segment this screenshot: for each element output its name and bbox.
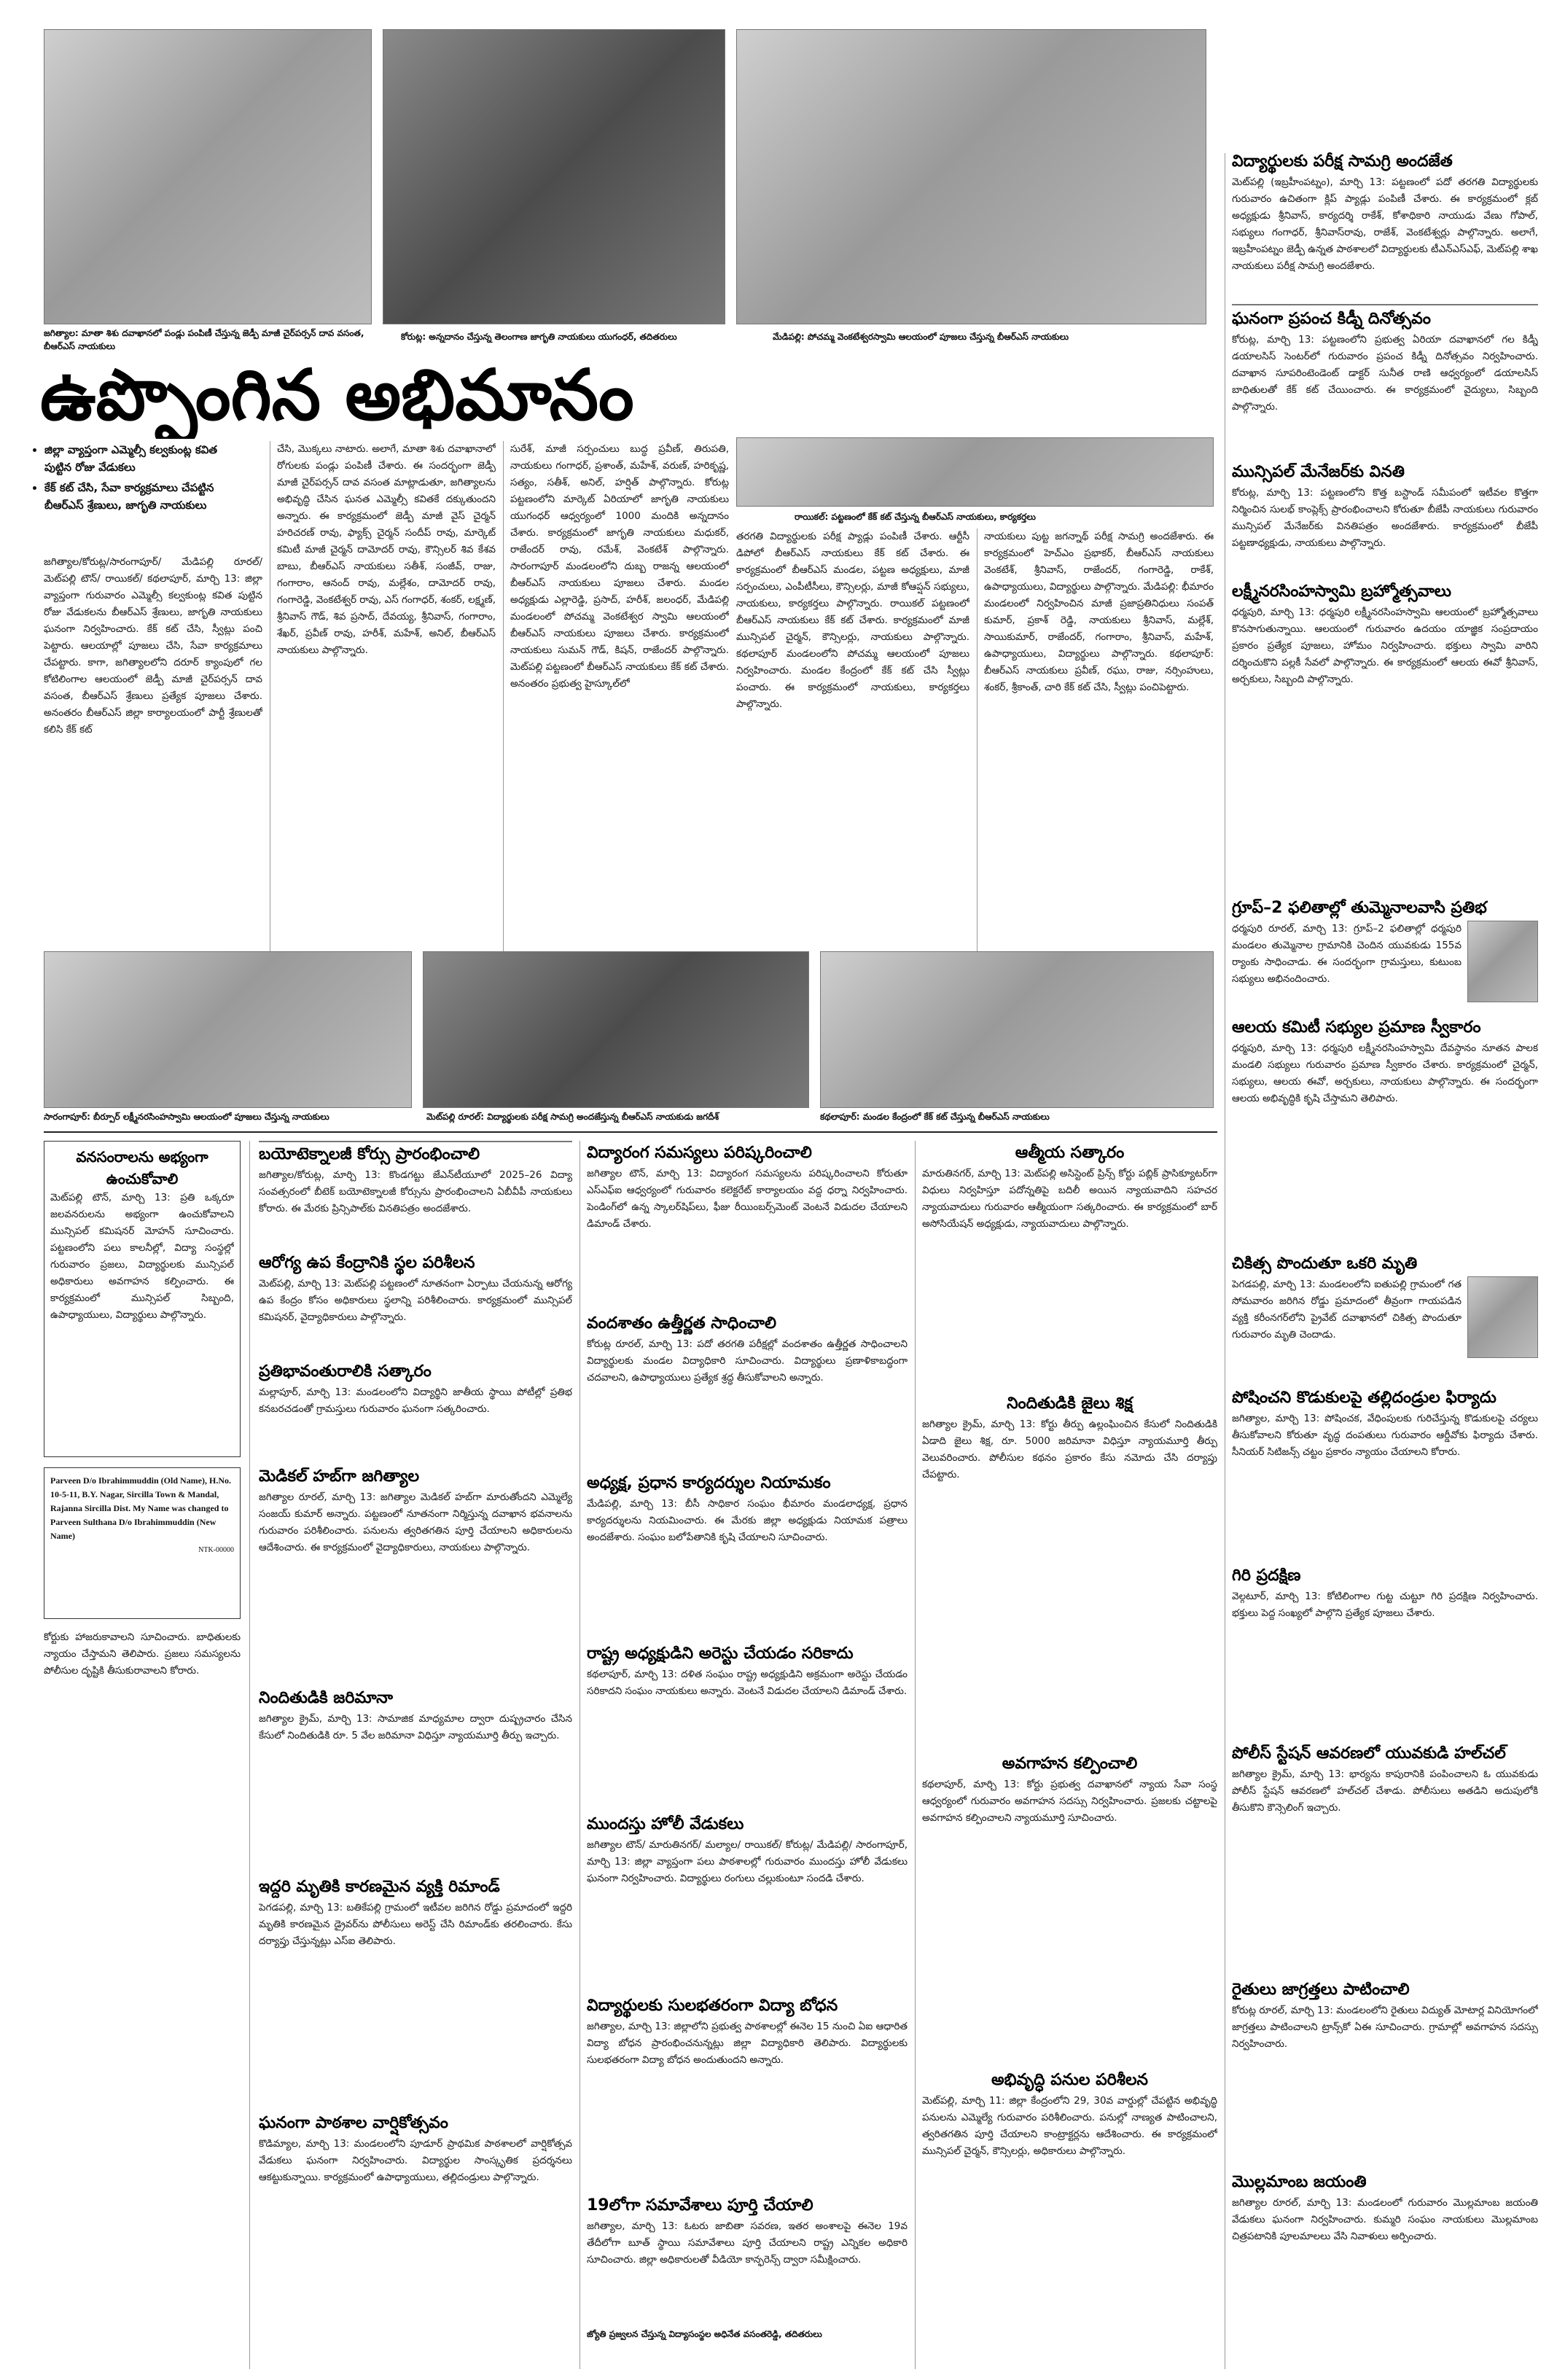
story-headline: పోషించని కొడుకులపై తల్లిదండ్రుల ఫిర్యాదు (1232, 1389, 1496, 1407)
caption-photo-middle: కోరుట్ల: అన్నదానం చేస్తున్న తెలంగాణ జాగృతి నాయకులు యుగంధర్, తదితరులు (401, 332, 677, 342)
story-headline: పోలీస్ స్టేషన్ ఆవరణలో యువకుడి హల్‌చల్ (1232, 1744, 1506, 1763)
story (259, 1686, 572, 1875)
photo-annadanam (383, 29, 725, 324)
footer-caption: జ్యోతి ప్రజ్వలన చేస్తున్న విద్యాసంస్థల అధినేత వసంతరెడ్డి, తదితరులు (587, 2329, 822, 2339)
story-body: మారుతినగర్, మార్చి 13: మెట్‌పల్లి అసిస్టెంట్ ప్రిన్స్ కోర్టు పబ్లిక్ ప్రాసిక్యూటర్‌గా విధులు నిర్వహిస్తూ పదోన్నతిపై బదిలీ అయిన న్యాయవాదిని సహచర న్యాయవాదులు గురువారం ఆత్మీయంగా సత్కరించారు. ఈ కార్యక్రమంలో బార్ అసోసియేషన్ అధ్యక్షుడు, న్యాయవాదులు పాల్గొన్నారు. (922, 1168, 1217, 1230)
story-body: మెట్‌పల్లి, మార్చి 13: మెట్‌పల్లి పట్టణంలో నూతనంగా ఏర్పాటు చేయనున్న ఆరోగ్య ఉప కేంద్రం కోసం అధికారులు స్థలాన్ని పరిశీలించారు. కార్యక్రమంలో మున్సిపల్ కమిషనర్, వైద్యాధికారులు పాల్గొన్నారు. (259, 1278, 572, 1323)
story-headline: వందశాతం ఉత్తీర్ణత సాధించాలి (587, 1314, 777, 1333)
right-story-9 (1232, 1564, 1538, 1741)
story-headline: వనసంరాలను అభ్యంగా ఉంచుకోవాలి (76, 1148, 208, 1187)
story-headline: బయోటెక్నాలజీ కోర్సు ప్రారంభించాలి (259, 1145, 480, 1163)
portrait-photo (1467, 921, 1538, 1002)
story-body: మల్లాపూర్, మార్చి 13: మండలంలోని విద్యార్థిని జాతీయ స్థాయి పోటీల్లో ప్రతిభ కనబరచడంతో గ్రామస్తులు గురువారం ఘనంగా సత్కరించారు. (259, 1386, 572, 1415)
story (587, 1311, 908, 1471)
story-headline: రైతులు జాగ్రత్తలు పాటించాలి (1232, 1981, 1410, 1999)
story-body: పెగడపల్లి, మార్చి 13: బతికేపల్లి గ్రామంలో ఇటీవల జరిగిన రోడ్డు ప్రమాదంలో ఇద్దరి మృతికి కారణమైన డ్రైవర్‌ను పోలీసులు అరెస్ట్ చేసి రిమాండ్‌కు తరలించారు. కేసు దర్యాప్తు చేస్తున్నట్లు ఎస్ఐ తెలిపారు. (259, 1902, 572, 1947)
story-body: కోరుట్ల రూరల్, మార్చి 13: మండలంలోని రైతులు విద్యుత్ మోటార్ల వినియోగంలో జాగ్రత్తలు పాటించాలని ట్రాన్స్‌కో ఏఈ సూచించారు. గ్రామాల్లో అవగాహన సదస్సు నిర్వహించారు. (1232, 2005, 1538, 2050)
story-body: జగిత్యాల, మార్చి 13: జిల్లాలోని ప్రభుత్వ పాఠశాలల్లో ఈనెల 15 నుంచి ఏఐ ఆధారిత విద్యా బోధన ప్రారంభించనున్నట్లు జిల్లా విద్యాధికారి తెలిపారు. విద్యార్థులకు సులభతరంగా విద్యా బోధన అందుతుందని అన్నారు. (587, 2021, 908, 2066)
story-body: మెట్‌పల్లి టౌన్, మార్చి 13: ప్రతి ఒక్కరూ జలవనరులను అభ్యంగా ఉంచుకోవాలని మున్సిపల్ కమిషనర్ మోహన్ సూచించారు. పట్టణంలోని పలు కాలనీల్లో, విద్యా సంస్థల్లో గురువారం ప్రజలు, విద్యార్థులకు మున్సిపల్ అధికారులు అవగాహన కల్పించారు. ఈ కార్యక్రమంలో మున్సిపల్ సిబ్బంది, ఉపాధ్యాయులు, విద్యార్థులు పాల్గొన్నారు. (50, 1192, 234, 1321)
story (922, 1392, 1217, 1752)
right-story-5 (1232, 896, 1538, 1015)
lower-col-d (922, 1141, 1217, 2373)
caption-photo-right: మేడిపల్లి: పోచమ్మ వెంకటేశ్వరస్వామి ఆలయంలో పూజలు చేస్తున్న బీఆర్ఎస్ నాయకులు (773, 332, 1069, 342)
right-story-8 (1232, 1386, 1538, 1564)
story-headline: అభివృద్ధి పనుల పరిశీలన (991, 2071, 1148, 2089)
story-headline: నిందితుడికి జైలు శిక్ష (1007, 1394, 1133, 1413)
story-body: మేడిపల్లి, మార్చి 13: బీసీ సాధికార సంఘం భీమారం మండలాధ్యక్ష, ప్రధాన కార్యదర్శులను నియమించారు. ఈ మేరకు జిల్లా అధ్యక్షుడు నియామక పత్రాలు అందజేశారు. సంఘం బలోపేతానికి కృషి చేయాలని సూచించారు. (587, 1498, 908, 1543)
story-headline: చికిత్స పొందుతూ ఒకరి మృతి (1232, 1255, 1418, 1273)
headline-bullets (26, 441, 244, 550)
main-story-col-2: చేసి, మొక్కలు నాటారు. అలాగే, మాతా శిశు దవాఖానాలో రోగులకు పండ్లు పంపిణీ చేశారు. ఈ సందర్భంగా జెడ్పీ మాజీ చైర్‌పర్సన్ దావ వసంత మాట్లాడుతూ, జగిత్యాలను అభివృద్ధి చేసిన ఘనత ఎమ్మెల్సీ కవితకే దక్కుతుందని అన్నారు. ఈ కార్యక్రమంలో జెడ్పీ మాజీ వైస్ చైర్మన్ హరిచరణ్ రావు, ఫ్యాక్స్ చైర్మన్ సందీప్ రావు, మార్కెట్ కమిటీ మాజీ చైర్మన్ దామోదర్ రావు, కౌన్సిలర్ శివ కేశవ బాబు, బీఆర్ఎస్ నాయకులు సతీశ్, సంజీవ్, రాజు, గంగారాం, ఆనంద్ రావు, మల్లేశం, దామోదర్ రావు, గంగారెడ్డి, వెంకటేశ్వర్ రావు, ఎస్ గంగాధర్, శంకర్, లక్ష్మణ్, శ్రీనివాస్ గౌడ్, శివ ప్రసాద్, దేవయ్య, శ్రీనివాస్, గంగారాం, శేఖర్, ప్రవీణ్ రావు, హరీశ్, మహేశ్, అనిల్, బీఆర్ఎస్ నాయకులు పాల్గొన్నారు. (277, 443, 496, 656)
story (922, 2068, 1217, 2373)
right-story-6 (1232, 1015, 1538, 1252)
lower-col-a (44, 1141, 241, 2373)
story-headline: ఆరోగ్య ఉప కేంద్రానికి స్థల పరిశీలన (259, 1254, 475, 1272)
story-body-tail: కోర్టుకు హాజరుకావాలని సూచించారు. బాధితులకు న్యాయం చేస్తామని తెలిపారు. ప్రజలు సమస్యలను పోలీసుల దృష్టికి తీసుకురావాలని కోరారు. (44, 1631, 241, 1677)
story-body: జగిత్యాల రూరల్, మార్చి 13: జగిత్యాల మెడికల్ హబ్‌గా మారుతోందని ఎమ్మెల్యే సంజయ్ కుమార్ అన్నారు. పట్టణంలో నూతనంగా నిర్మిస్తున్న దవాఖాన భవనాలను గురువారం పరిశీలించారు. పనులను త్వరితగతిన పూర్తి చేయాలని అధికారులను ఆదేశించారు. ఈ కార్యక్రమంలో వైద్యాధికారులు, నాయకులు పాల్గొన్నారు. (259, 1491, 572, 1553)
story-headline: మున్సిపల్ మేనేజర్‌కు వినతి (1232, 463, 1405, 481)
story-headline: ప్రతిభావంతురాలికి సత్కారం (259, 1362, 432, 1381)
story-headline: అవగాహన కల్పించాలి (1002, 1755, 1138, 1773)
story (259, 1251, 572, 1359)
story-body: ధర్మపురి, మార్చి 13: ధర్మపురి లక్ష్మీనరసింహస్వామి దేవస్థానం నూతన పాలక మండలి సభ్యులు గురువారం ప్రమాణ స్వీకారం చేశారు. కార్యక్రమంలో చైర్మన్, సభ్యులు, ఆలయ ఈవో, అర్చకులు, నాయకులు పాల్గొన్నారు. ఈ సందర్భంగా ఆలయ అభివృద్ధికి కృషి చేస్తామని తెలిపారు. (1232, 1042, 1538, 1104)
story-body: జగిత్యాల క్రైమ్, మార్చి 13: సామాజిక మాధ్యమాల ద్వారా దుష్ప్రచారం చేసిన కేసులో నిందితుడికి రూ. 5 వేల జరిమానా విధిస్తూ న్యాయమూర్తి తీర్పు ఇచ్చారు. (259, 1713, 572, 1741)
photo-kathalapur (820, 951, 1214, 1108)
story (922, 1752, 1217, 2068)
story-headline: ఘనంగా ప్రపంచ కిడ్నీ దినోత్సవం (1232, 310, 1431, 328)
photo-sarangapur (44, 951, 412, 1108)
notice-text: Parveen D/o Ibrahimmuddin (Old Name), H.No. 10-5-11, B.Y. Nagar, Sircilla Town & Mandal, Rajanna Sircilla Dist. My Name was changed to Parveen Sulthana D/o Ibrahimmuddin (New Name) (50, 1475, 232, 1541)
main-story-col-5: నాయకులు పుట్ట జగన్నాథ్ పరీక్ష సామగ్రి అందజేశారు. ఈ కార్యక్రమంలో హెచ్‌ఎం ప్రభాకర్, బీఆర్ఎస్ నాయకులు వెంకటేశ్, శ్రీనివాస్, రాజేందర్, గంగారెడ్డి, రాకేశ్, ఉపాధ్యాయులు, విద్యార్థులు పాల్గొన్నారు. మేడిపల్లి: భీమారం మండలంలో నిర్వహించిన మాజీ ప్రజాప్రతినిధులు సంపత్ కుమార్, ప్రకాశ్ రెడ్డి, నాయకులు శ్రీనివాస్, మల్లేశ్, సాయికుమార్, రాజేందర్, గంగారాం, శ్రీనివాస్, మహేశ్, ఉపాధ్యాయులు, విద్యార్థులు పాల్గొన్నారు. కథలాపూర్: బీఆర్ఎస్ నాయకులు ప్రవీణ్, రఘు, రాజు, నర్సింహులు, శంకర్, శ్రీకాంత్, చారి కేక్ కట్ చేసి, స్వీట్లు పంచిపెట్టారు. (984, 531, 1214, 693)
photo-students (1232, 304, 1538, 305)
caption-photo-left: జగిత్యాల: మాతా శిశు దవాఖానలో పండ్లు పంపిణీ చేస్తున్న జెడ్పీ మాజీ చైర్‌పర్సన్ దావ వసంత, బీఆర్ఎస్ నాయకులు (44, 328, 364, 351)
right-story-1 (1232, 149, 1538, 303)
right-story-12 (1232, 2170, 1538, 2304)
right-story-10 (1232, 1741, 1538, 1978)
story-body: వెల్గటూర్, మార్చి 13: కోటిలింగాల గుట్ట చుట్టూ గిరి ప్రదక్షిణ నిర్వహించారు. భక్తులు పెద్ద సంఖ్యలో పాల్గొని ప్రత్యేక పూజలు చేశారు. (1232, 1591, 1538, 1619)
story-headline: రాష్ట్ర అధ్యక్షుడిని అరెస్టు చేయడం సరికాదు (587, 1644, 854, 1663)
story (922, 1141, 1217, 1392)
story-headline: గ్రూప్–2 ఫలితాల్లో తుమ్మెనాలవాసి ప్రతిభ (1232, 899, 1487, 917)
story-body: జగిత్యాల టౌన్/ మారుతినగర్/ మల్యాల/ రాయికల్/ కోరుట్ల/ మేడిపల్లి/ సారంగాపూర్, మార్చి 13: జిల్లా వ్యాప్తంగా పలు పాఠశాలల్లో గురువారం ముందస్తు హోలీ వేడుకలు ఘనంగా నిర్వహించారు. విద్యార్థులు రంగులు చల్లుకుంటూ సందడి చేశారు. (587, 1839, 908, 1884)
right-story-7 (1232, 1252, 1538, 1386)
story (587, 1141, 908, 1311)
story-body: ధర్మపురి, మార్చి 13: ధర్మపురి లక్ష్మీనరసింహస్వామి ఆలయంలో బ్రహ్మోత్సవాలు కొనసాగుతున్నాయి. ఆలయంలో గురువారం ఉదయం యాజ్ఞిక సంప్రదాయం ప్రకారం ప్రత్యేక పూజలు, హోమం నిర్వహించారు. భక్తులు స్వామి వారిని దర్శించుకొని పల్లకీ సేవలో పాల్గొన్నారు. ఈ కార్యక్రమంలో ఆలయ ఈవో శ్రీనివాస్, అర్చకులు, సిబ్బంది పాల్గొన్నారు. (1232, 606, 1538, 685)
story-body: జగిత్యాల రూరల్, మార్చి 13: మండలంలో గురువారం మొల్లమాంబ జయంతి వేడుకలు ఘనంగా నిర్వహించారు. కుమ్మరి సంఘం నాయకులు మొల్లమాంబ చిత్రపటానికి పూలమాలలు వేసి నివాళులు అర్పించారు. (1232, 2197, 1538, 2242)
story-headline: ఇద్దరి మృతికి కారణమైన వ్యక్తి రిమాండ్ (259, 1878, 500, 1896)
story-body: కొడిమ్యాల, మార్చి 13: మండలంలోని పూడూర్ ప్రాథమిక పాఠశాలలో వార్షికోత్సవ వేడుకలు ఘనంగా నిర్వహించారు. విద్యార్థుల సాంస్కృతిక ప్రదర్శనలు ఆకట్టుకున్నాయి. కార్యక్రమంలో ఉపాధ్యాయులు, తల్లిదండ్రులు పాల్గొన్నారు. (259, 2138, 572, 2183)
story-body: మెట్‌పల్లి (ఇబ్రహీంపట్నం), మార్చి 13: పట్టణంలో పదో తరగతి విద్యార్థులకు గురువారం ఉచితంగా క్లిప్ ప్యాడ్లు పంపిణీ చేశారు. ఈ కార్యక్రమంలో క్లబ్ అధ్యక్షుడు శ్రీనివాస్, కార్యదర్శి రాకేశ్, కోశాధికారి నాయుడు వేణు గోపాల్, సభ్యులు గంగాధర్, శ్రీనివాస్‌రావు, రాజేశ్, వెంకటేశ్వర్లు పాల్గొన్నారు. అలాగే, ఇబ్రహీంపట్నం జెడ్పీ ఉన్నత పాఠశాలలో విద్యార్థులకు టీఎన్‌ఎస్‌ఎఫ్, మెట్‌పల్లి శాఖ నాయకులు పరీక్ష సామగ్రి అందజేశారు. (1232, 176, 1538, 272)
story-body: కోరుట్ల రూరల్, మార్చి 13: పదో తరగతి పరీక్షల్లో వందశాతం ఉత్తీర్ణత సాధించాలని విద్యార్థులకు మండల విద్యాధికారి సూచించారు. విద్యార్థులు ప్రణాళికాబద్ధంగా చదవాలని, ఉపాధ్యాయులు ప్రత్యేక శ్రద్ధ తీసుకోవాలని అన్నారు. (587, 1338, 908, 1384)
story-body: కోరుట్ల, మార్చి 13: పట్టణంలోని ప్రభుత్వ ఏరియా దవాఖానలో గల కిడ్నీ డయాలసిస్ సెంటర్‌లో గురువారం ప్రపంచ కిడ్నీ దినోత్సవం నిర్వహించారు. దవాఖాన సూపరింటెండెంట్ డాక్టర్ సునీత రాణి ఆధ్వర్యంలో డయాలసిస్ బాధితులతో కేక్ కట్ చేయించారు. ఈ కార్యక్రమంలో వైద్యులు, సిబ్బంది పాల్గొన్నారు. (1232, 334, 1538, 413)
story (259, 1464, 572, 1686)
story-body: మెట్‌పల్లి, మార్చి 11: జిల్లా కేంద్రంలోని 29, 30వ వార్డుల్లో చేపట్టిన అభివృద్ధి పనులను ఎమ్మెల్యే గురువారం పరిశీలించారు. పనుల్లో నాణ్యత పాటించాలని, త్వరితగతిన పూర్తి చేయాలని కాంట్రాక్టర్లను ఆదేశించారు. ఈ కార్యక్రమంలో మున్సిపల్ చైర్మన్, కౌన్సిలర్లు, అధికారులు పాల్గొన్నారు. (922, 2095, 1217, 2157)
caption-metpalli: మెట్‌పల్లి రూరల్: విద్యార్థులకు పరీక్ష సామగ్రి అందజేస్తున్న బీఆర్ఎస్ నాయకుడు జగదీశ్ (426, 1112, 719, 1122)
story-headline: విద్యార్థులకు పరీక్ష సామగ్రి అందజేత (1232, 152, 1453, 171)
notice-code: NTK-00000 (198, 1546, 234, 1554)
story-headline: విద్యార్థులకు సులభతరంగా విద్యా బోధన (587, 1997, 838, 2015)
story-body: పెగడపల్లి, మార్చి 13: మండలంలోని ఐతుపల్లి గ్రామంలో గత సోమవారం జరిగిన రోడ్డు ప్రమాదంలో తీవ్రంగా గాయపడిన వ్యక్తి కరీంనగర్‌లోని ప్రైవేట్ దవాఖానలో చికిత్స పొందుతూ గురువారం మృతి చెందాడు. (1232, 1279, 1462, 1341)
main-story-col-1: జగిత్యాల/కోరుట్ల/సారంగాపూర్/ మేడిపల్లి రూరల్/ మెట్‌పల్లి టౌన్/ రాయికల్/ కథలాపూర్, మార్చి 13: జిల్లా వ్యాప్తంగా గురువారం ఎమ్మెల్సీ కల్వకుంట్ల కవిత పుట్టిన రోజు వేడుకలను బీఆర్ఎస్ శ్రేణులు, జాగృతి నాయకులు ఘనంగా నిర్వహించారు. కేక్ కట్ చేసి, స్వీట్లు పంచి పెట్టారు. ఆలయాల్లో పూజలు చేసి, సేవా కార్యక్రమాలు చేపట్టారు. కాగా, జగిత్యాలలోని దరూర్ క్యాంపులో గల కోటిలింగాల ఆలయంలో జెడ్పీ మాజీ చైర్‌పర్సన్ దావ వసంత, బీఆర్ఎస్ శ్రేణులు ప్రత్యేక పూజలు చేశారు. అనంతరం బీఆర్ఎస్ జిల్లా కార్యాలయంలో పార్టీ శ్రేణులతో కలిసి కేక్ కట్ (44, 556, 262, 736)
caption-sarangapur: సారంగాపూర్: బీర్పూర్ లక్ష్మీనరసింహస్వామి ఆలయంలో పూజలు చేస్తున్న నాయకులు (44, 1112, 329, 1122)
story (259, 1142, 572, 1251)
lower-col-b (259, 1141, 572, 2373)
column-divider (249, 1141, 250, 2369)
story-body: జగిత్యాల క్రైమ్, మార్చి 13: కోర్టు తీర్పు ఉల్లంఘించిన కేసులో నిందితుడికి ఏడాది జైలు శిక్ష, రూ. 5000 జరిమానా విధిస్తూ న్యాయమూర్తి తీర్పు వెలువరించారు. పోలీసుల కథనం ప్రకారం కేసు నమోదు చేసి దర్యాప్తు చేపట్టారు. (922, 1419, 1217, 1480)
story-headline: నిందితుడికి జరిమానా (259, 1689, 393, 1707)
story-body: జగిత్యాల క్రైమ్, మార్చి 13: భార్యను కాపురానికి పంపించాలని ఓ యువకుడు పోలీస్ స్టేషన్ ఆవరణలో హల్‌చల్ చేశాడు. పోలీసులు అతడిని అదుపులోకి తీసుకొని కౌన్సెలింగ్ ఇచ్చారు. (1232, 1768, 1538, 1814)
story (587, 1994, 908, 2193)
story-body: జగిత్యాల, మార్చి 13: ఓటరు జాబితా సవరణ, ఇతర అంశాలపై ఈనెల 19వ తేదీలోగా బూత్ స్థాయి సమావేశాలు పూర్తి చేయాలని రాష్ట్ర ఎన్నికల అధికారి సూచించారు. జిల్లా అధికారులతో వీడియో కాన్ఫరెన్స్ ద్వారా సమీక్షించారు. (587, 2220, 908, 2266)
story-headline: ఆత్మీయ సత్కారం (1015, 1144, 1125, 1162)
story (587, 1812, 908, 1994)
story (259, 1359, 572, 1464)
caption-kathalapur: కథలాపూర్: మండల కేంద్రంలో కేక్ కట్ చేస్తున్న బీఆర్ఎస్ నాయకులు (820, 1112, 1050, 1122)
bullet-item: • జిల్లా వ్యాప్తంగా ఎమ్మెల్సీ కల్వకుంట్ల కవిత పుట్టిన రోజు వేడుకలు (44, 441, 244, 476)
bullet-item: • కేక్ కట్ చేసి, సేవా కార్యక్రమాలు చేపట్టిన బీఆర్ఎస్ శ్రేణులు, జాగృతి నాయకులు (44, 479, 244, 514)
story-headline: అధ్యక్ష, ప్రధాన కార్యదర్శుల నియామకం (587, 1474, 831, 1492)
story-headline: లక్ష్మీనరసింహస్వామి బ్రహ్మోత్సవాలు (1232, 582, 1452, 601)
right-story-3 (1232, 460, 1538, 580)
section-rule (44, 1131, 1217, 1133)
photo-pochamma-temple (736, 29, 1206, 324)
right-story-11 (1232, 1978, 1538, 2170)
portrait-photo (1467, 1276, 1538, 1358)
story-headline: 19లోగా సమావేశాలు పూర్తి చేయాలి (587, 2196, 813, 2215)
main-headline: ఉప్పొంగిన అభిమానం (40, 354, 634, 436)
story-headline: ముందస్తు హోలీ వేడుకలు (587, 1815, 744, 1833)
main-story-col-3: సురేశ్, మాజీ సర్పంచులు బుద్ధ ప్రవీణ్, తిరుపతి, నాయకులు గంగాధర్, ప్రశాంత్, మహేశ్, వరుణ్, హరికృష్ణ, సత్యం, సతీశ్, అనిల్, హర్షిత్ పాల్గొన్నారు. కోరుట్ల పట్టణంలోని మార్కెట్ ఏరియాలో జాగృతి నాయకులు యుగంధర్ ఆధ్వర్యంలో 1000 మందికి అన్నదానం చేశారు. కార్యక్రమంలో జాగృతి నాయకులు మధుకర్, రాజేందర్ రావు, రమేశ్, వెంకటేశ్ పాల్గొన్నారు. సారంగాపూర్ మండలంలోని దుబ్బ రాజన్న ఆలయంలో బీఆర్ఎస్ నాయకులు పూజలు చేశారు. మండల అధ్యక్షుడు ఎల్లారెడ్డి, ప్రసాద్, హరీశ్, జలంధర్, మేడిపల్లి మండలంలో పోచమ్మ వెంకటేశ్వర స్వామి ఆలయంలో బీఆర్ఎస్ నాయకులు పూజలు చేశారు. కార్యక్రమంలో నాయకులు సుమన్ గౌడ్, కిషన్, రాజేందర్ పాల్గొన్నారు. మెట్‌పల్లి పట్టణంలో బీఆర్ఎస్ నాయకులు కేక్ కట్ చేశారు. అనంతరం ప్రభుత్వ హైస్కూల్‌లో (510, 443, 729, 690)
story-body: ధర్మపురి రూరల్, మార్చి 13: గ్రూప్–2 ఫలితాల్లో ధర్మపురి మండలం తుమ్మెనాల గ్రామానికి చెందిన యువకుడు 155వ ర్యాంకు సాధించాడు. ఈ సందర్భంగా గ్రామస్తులు, కుటుంబ సభ్యులు అభినందించారు. (1232, 923, 1462, 985)
right-column (1232, 149, 1538, 2373)
story (259, 2111, 572, 2282)
story-headline: గిరి ప్రదక్షిణ (1232, 1566, 1301, 1585)
story-headline: ఆలయ కమిటీ సభ్యుల ప్రమాణ స్వీకారం (1232, 1018, 1481, 1037)
lower-col-c (587, 1141, 908, 2373)
story-body: కోరుట్ల, మార్చి 13: పట్టణంలోని కొత్త బస్టాండ్ సమీపంలో ఇటీవల కొత్తగా నిర్మించిన సులభ్ కాంప్లెక్స్ ప్రారంభించాలని కోరుతూ బీజేపీ నాయకులు గురువారం మున్సిపల్ మేనేజర్‌కు వినతిపత్రం అందజేశారు. కార్యక్రమంలో బీజేపీ పట్టణాధ్యక్షుడు, నాయకులు పాల్గొన్నారు. (1232, 487, 1538, 549)
photo-mata-sisu (44, 29, 372, 324)
story-body: జగిత్యాల, మార్చి 13: పోషించక, వేధింపులకు గురిచేస్తున్న కొడుకులపై చర్యలు తీసుకోవాలని కోరుతూ వృద్ధ దంపతులు గురువారం ఆర్డీవోకు ఫిర్యాదు చేశారు. సీనియర్ సిటిజన్స్ చట్టం ప్రకారం న్యాయం చేయాలని కోరారు. (1232, 1413, 1538, 1458)
story (587, 1642, 908, 1812)
story (259, 1875, 572, 2111)
story (587, 2193, 908, 2320)
story-body: కథలాపూర్, మార్చి 13: కోర్టు ప్రభుత్వ దవాఖానలో న్యాయ సేవా సంస్థ ఆధ్వర్యంలో గురువారం అవగాహన సదస్సు నిర్వహించారు. ప్రజలకు చట్టాలపై అవగాహన కల్పించాలని న్యాయమూర్తి సూచించారు. (922, 1779, 1217, 1824)
photo-metpalli (423, 951, 809, 1108)
right-story-2 (1232, 307, 1538, 460)
story-headline: మెడికల్ హబ్‌గా జగిత్యాల (259, 1467, 420, 1486)
main-story-col-4: తరగతి విద్యార్థులకు పరీక్ష ప్యాడ్లు పంపిణీ చేశారు. ఆర్టీసీ డిపోలో బీఆర్ఎస్ నాయకులు కేక్ కట్ చేశారు. ఈ కార్యక్రమంలో బీఆర్ఎస్ మండల, పట్టణ అధ్యక్షులు, మాజీ సర్పంచులు, ఎంపీటీసీలు, కౌన్సిలర్లు, మాజీ కోఆప్షన్ సభ్యులు, నాయకులు, కార్యకర్తలు పాల్గొన్నారు. రాయికల్ పట్టణంలో బీఆర్ఎస్ నాయకులు కేక్ కట్ చేశారు. కార్యక్రమంలో మాజీ మున్సిపల్ చైర్మన్, కౌన్సిలర్లు, నాయకులు పాల్గొన్నారు. కథలాపూర్ మండలంలోని పోచమ్మ ఆలయంలో పూజలు నిర్వహించారు. మండల కేంద్రంలో కేక్ కట్ చేసి స్వీట్లు పంచారు. ఈ కార్యక్రమంలో నాయకులు, కార్యకర్తలు పాల్గొన్నారు. (736, 531, 969, 710)
story-headline: విద్యారంగ సమస్యలు పరిష్కరించాలి (587, 1144, 812, 1162)
right-story-4 (1232, 580, 1538, 896)
column-divider (503, 441, 504, 951)
name-change-notice (44, 1467, 241, 1619)
column-divider (915, 1141, 916, 2369)
story-headline: మొల్లమాంబ జయంతి (1232, 2173, 1367, 2191)
story (587, 1471, 908, 1642)
story-body: జగిత్యాల టౌన్, మార్చి 13: విద్యారంగ సమస్యలను పరిష్కరించాలని కోరుతూ ఎస్ఎఫ్ఐ ఆధ్వర్యంలో గురువారం కలెక్టరేట్ కార్యాలయం వద్ద ధర్నా నిర్వహించారు. పెండింగ్‌లో ఉన్న స్కాలర్‌షిప్‌లు, ఫీజు రీయింబర్స్‌మెంట్ వెంటనే విడుదల చేయాలని డిమాండ్ చేశారు. (587, 1168, 908, 1230)
story-body: కథలాపూర్, మార్చి 13: దళిత సంఘం రాష్ట్ర అధ్యక్షుడిని అక్రమంగా అరెస్టు చేయడం సరికాదని సంఘం నాయకులు అన్నారు. వెంటనే విడుదల చేయాలని డిమాండ్ చేశారు. (587, 1669, 908, 1697)
caption-rayikal: రాయికల్: పట్టణంలో కేక్ కట్ చేస్తున్న బీఆర్ఎస్ నాయకులు, కార్యకర్తలు (795, 512, 1036, 522)
story-body: జగిత్యాల/కోరుట్ల, మార్చి 13: కొండగట్టు జేఎన్‌టీయూలో 2025–26 విద్యా సంవత్సరంలో బీటెక్ బయోటెక్నాలజీ కోర్సును ప్రారంభించాలని ఏబీవీపీ నాయకులు కోరారు. ఈ మేరకు ప్రిన్సిపాల్‌కు వినతిపత్రం అందజేశారు. (259, 1169, 572, 1214)
photo-rayikal (736, 437, 1214, 507)
boxed-story (44, 1141, 241, 1457)
story-headline: ఘనంగా పాఠశాల వార్షికోత్సవం (259, 2114, 448, 2132)
